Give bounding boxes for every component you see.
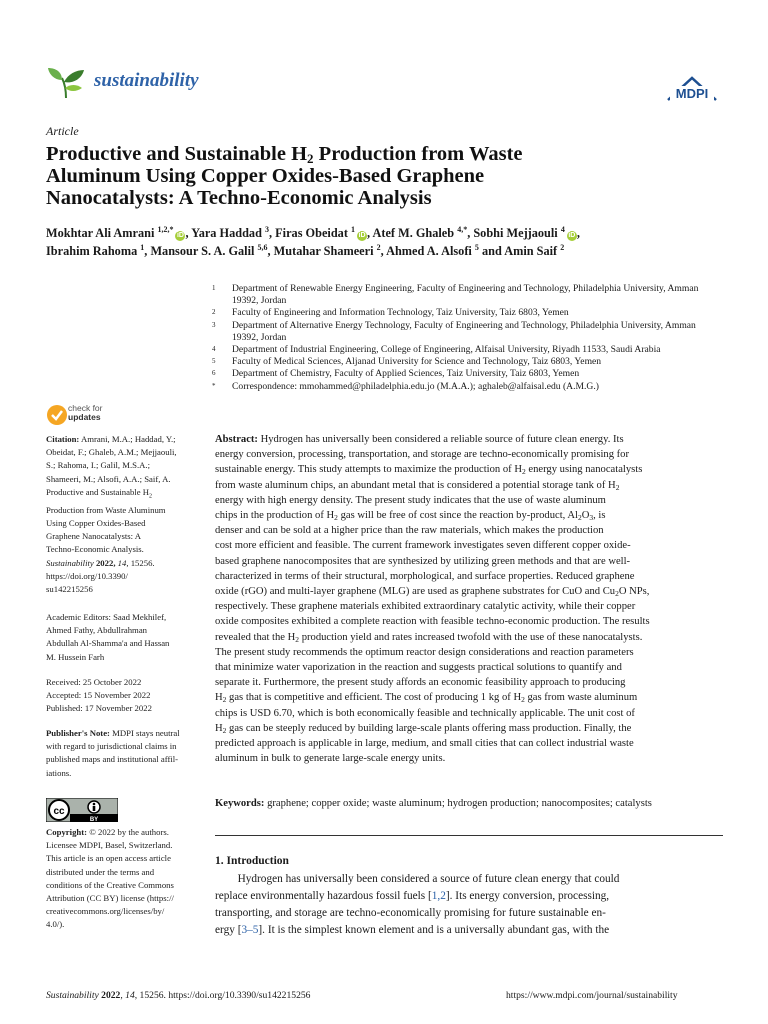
mdpi-text: MDPI xyxy=(675,86,709,101)
publishers-note: Publisher's Note: MDPI stays neutral with regard to jurisdictional claims in published maps and institutional affil- iations. xyxy=(46,728,180,778)
section-divider xyxy=(215,835,723,836)
footer-citation: Sustainability 2022, 14, 15256. https://doi.org/10.3390/su142215256 xyxy=(46,990,311,1001)
author-list: Mokhtar Ali Amrani $^{1,2,*}$iD , Yara Haddad $^3$, Firas Obeidat $^1$iD , Atef M. Ghaleb $^{4,*}$, Sobhi Mejjaouli $^4$iD , Ibrahim Rahoma $^1$, Mansour S. A. Galil $^{5,6}$, Mutahar Shameeri $^2$, Ahmed A. Alsofi $^5$ and Amin Saif $^2$ xyxy=(46,225,580,258)
author-affiliation-marker: 5,6 xyxy=(257,243,268,252)
svg-text:BY: BY xyxy=(89,817,99,822)
author-affiliation-marker: 2 xyxy=(376,243,381,252)
keywords: Keywords: graphene; copper oxide; waste aluminum; hydrogen production; nanocomposites; catalysts xyxy=(215,798,652,809)
title-part: Productive and Sustainable H xyxy=(46,143,308,165)
author-name: Atef M. Ghaleb xyxy=(372,226,458,240)
author-affiliation-marker: 4,* xyxy=(457,225,468,234)
abstract-line: respectively. These graphene materials exhibited extraordinary catalytic activity, while their copper xyxy=(215,601,636,613)
abstract-line: cost more efficient and feasible. The current framework investigates seven different copper oxide- xyxy=(215,540,631,552)
abstract-line: denser and can be sold at a higher price than the raw materials, which makes the production xyxy=(215,525,604,537)
author-name: Sobhi Mejjaouli xyxy=(473,226,561,240)
abstract-line: revealed that the $H_2$ production yield and rates increased twofold with the use of these nanocatalysts. xyxy=(215,631,643,644)
title-part: Production from Waste xyxy=(313,143,523,165)
abstract-line: from waste aluminum chips, an abundant metal that is considered a potential storage tank of $H_2$ xyxy=(215,479,620,492)
affiliation-item: 5 Faculty of Medical Sciences, Aljanad University for Science and Technology, Taiz 6803, Yemen xyxy=(212,356,602,368)
affiliation-item: 3 Department of Alternative Energy Technology, Faculty of Engineering and Technology, Philadelphia University, Amman 19392, Jordan xyxy=(212,319,696,343)
author-affiliation-marker: 5 xyxy=(474,243,479,252)
title-part: Aluminum Using Copper Oxides-Based Graphene xyxy=(46,165,485,187)
affiliation-item: * Correspondence: mmohammed@philadelphia.edu.jo (M.A.A.); aghaleb@alfaisal.edu (A.M.G.) xyxy=(212,380,599,392)
copyright-notice: Copyright: © 2022 by the authors. Licensee MDPI, Basel, Switzerland. This article is an open access article distributed under the terms and conditions of the Creative Commons Attribution (CC BY) license (https:// creativecommons.org/licenses/by/ 4.0/). xyxy=(46,827,174,930)
author-name: Mansour S. A. Galil xyxy=(150,244,258,258)
affiliation-item: 1 Department of Renewable Energy Engineering, Faculty of Engineering and Technology, Philadelphia University, Amman 19392, Jordan xyxy=(212,283,699,307)
orcid-icon[interactable]: iD xyxy=(358,232,366,239)
abstract-line: predicted approach is applicable in large, medium, and small cities that can collect industrial waste xyxy=(215,738,634,750)
cc-by-license-icon[interactable] xyxy=(46,798,118,822)
author-name: Firas Obeidat xyxy=(275,226,351,240)
abstract-line: energy with high energy density. The present study indicates that the use of waste aluminum xyxy=(215,494,606,506)
abstract-line: characterized in terms of their structural, morphological, and surface properties. Reduced graphene xyxy=(215,570,635,582)
author-affiliation-marker: 4 xyxy=(560,225,565,234)
reference-link[interactable]: 1,2 xyxy=(431,890,446,902)
abstract xyxy=(215,432,723,766)
article-type: Article xyxy=(46,124,79,138)
affiliation-item: 6 Department of Chemistry, Faculty of Applied Sciences, Taiz University, Taiz 6803, Yemen xyxy=(212,368,580,380)
author-name: Amin Saif xyxy=(504,244,561,258)
abstract-line: oxide composites exhibited a complete reaction with feasible techno-economic production. The results xyxy=(215,616,650,628)
reference-link[interactable]: 3–5 xyxy=(241,924,259,936)
journal-logo-icon xyxy=(46,64,86,100)
citation-label: Citation: xyxy=(46,434,80,444)
affiliations xyxy=(212,283,712,393)
orcid-icon[interactable]: iD xyxy=(568,232,576,239)
author-affiliation-marker: 1,2,* xyxy=(157,225,174,234)
abstract-line: The present study recommends the optimum reactor design considerations and reaction parameters xyxy=(215,646,634,658)
abstract-line: $H_2$ gas that is competitive and efficient. The cost of producing 1 kg of $H_2$ gas from waste aluminum xyxy=(215,692,638,705)
abstract-line: sustainable energy. This study attempts to maximize the production of $H_2$ energy using nanocatalysts xyxy=(215,464,643,477)
author-affiliation-marker: 3 xyxy=(265,225,269,234)
paper-title xyxy=(46,143,686,209)
author-name: Ahmed A. Alsofi xyxy=(386,244,475,258)
abstract-line: chips is USD 6.70, which is both economically feasible and technically applicable. The unit cost of xyxy=(215,707,635,719)
author-name: Mutahar Shameeri xyxy=(273,244,377,258)
author-name: Yara Haddad xyxy=(191,226,265,240)
author-name: Ibrahim Rahoma xyxy=(46,244,141,258)
abstract-line: separate it. Furthermore, the present study affords an economic feasibility approach to producing xyxy=(215,677,626,689)
abstract-line: chips in the production of $H_2$ gas will be free of cost since the reaction by-product, $Al_2O_3$, is xyxy=(215,510,606,523)
affiliation-item: 4 Department of Industrial Engineering, College of Engineering, Alfaisal University, Riyadh 11533, Saudi Arabia xyxy=(212,344,661,356)
author-affiliation-marker: 2 xyxy=(560,243,565,252)
abstract-line: energy conversion, processing, transportation, and storage are techno-economically promising for xyxy=(215,449,630,461)
academic-editors: Academic Editors: Saad Mekhilef, Ahmed Fathy, Abdullrahman Abdullah Al-Shamma'a and Hassan M. Hussein Farh xyxy=(46,612,170,662)
abstract-line: $H_2$ gas can be steeply reduced by building large-scale plants offering mass production. Finally, the xyxy=(215,722,632,735)
abstract-line: based graphene nanocomposites that are synthesized by utilizing green methods and that are well- xyxy=(215,555,631,567)
author-name: Mokhtar Ali Amrani xyxy=(46,226,158,240)
orcid-icon[interactable]: iD xyxy=(176,232,184,239)
abstract-line: aluminum in bulk to generate large-scale energy units. xyxy=(215,753,446,765)
author-affiliation-marker: 1 xyxy=(351,225,355,234)
citation-block: Citation: Amrani, M.A.; Haddad, Y.; Obeidat, F.; Ghaleb, A.M.; Mejjaouli, S.; Rahoma, I.; Galil, M.S.A.; Shameeri, M.; Alsofi, A.A.; Saif, A. Productive and Sustainable $H_2$ Production from Waste Aluminum Using Copper Oxides-Based Graphene Nanocatalysts: A Techno-Economic Analysis. Sustainability 2022, 14, 15256. https://doi.org/10.3390/ su142215256 xyxy=(46,433,201,596)
journal-name[interactable]: sustainability xyxy=(94,70,199,91)
author-affiliation-marker: 1 xyxy=(140,243,145,252)
publication-dates: Received: 25 October 2022 Accepted: 15 November 2022 Published: 17 November 2022 xyxy=(46,677,152,714)
title-part: Nanocatalysts: A Techno-Economic Analysis xyxy=(46,187,432,209)
title-subscript: 2 xyxy=(307,151,314,166)
section-heading: 1. Introduction xyxy=(215,855,289,867)
abstract-line: that minimize water vaporization in the reaction and suggests practical solutions to quantify and xyxy=(215,662,622,674)
introduction-text: Hydrogen has universally been considered a source of future clean energy that could replace environmentally hazardous fossil fuels [1,2]. Its energy conversion, processing, transporting, and storage are techno-economically promising for future sustainable en- ergy [3–5]. It is the simplest known element and is a universally abundant gas, with the xyxy=(215,873,620,936)
svg-text:cc: cc xyxy=(53,806,65,817)
mdpi-logo[interactable] xyxy=(664,74,720,102)
citation-doi-link[interactable]: https://doi.org/10.3390/ xyxy=(46,570,128,581)
affiliation-item: 2 Faculty of Engineering and Information Technology, Taiz University, Taiz 6803, Yemen xyxy=(212,307,569,319)
check-updates-label[interactable]: check for updates xyxy=(68,403,103,422)
abstract-line: oxide (rGO) and multi-layer graphene (MLG) are used as graphene substrates for CuO and $Cu_2O$ NPs, xyxy=(215,586,650,599)
footer-journal-url[interactable]: https://www.mdpi.com/journal/sustainability xyxy=(506,990,678,1001)
abstract-line: Abstract: Hydrogen has universally been considered a reliable source of future clean energy. Its xyxy=(215,434,624,445)
